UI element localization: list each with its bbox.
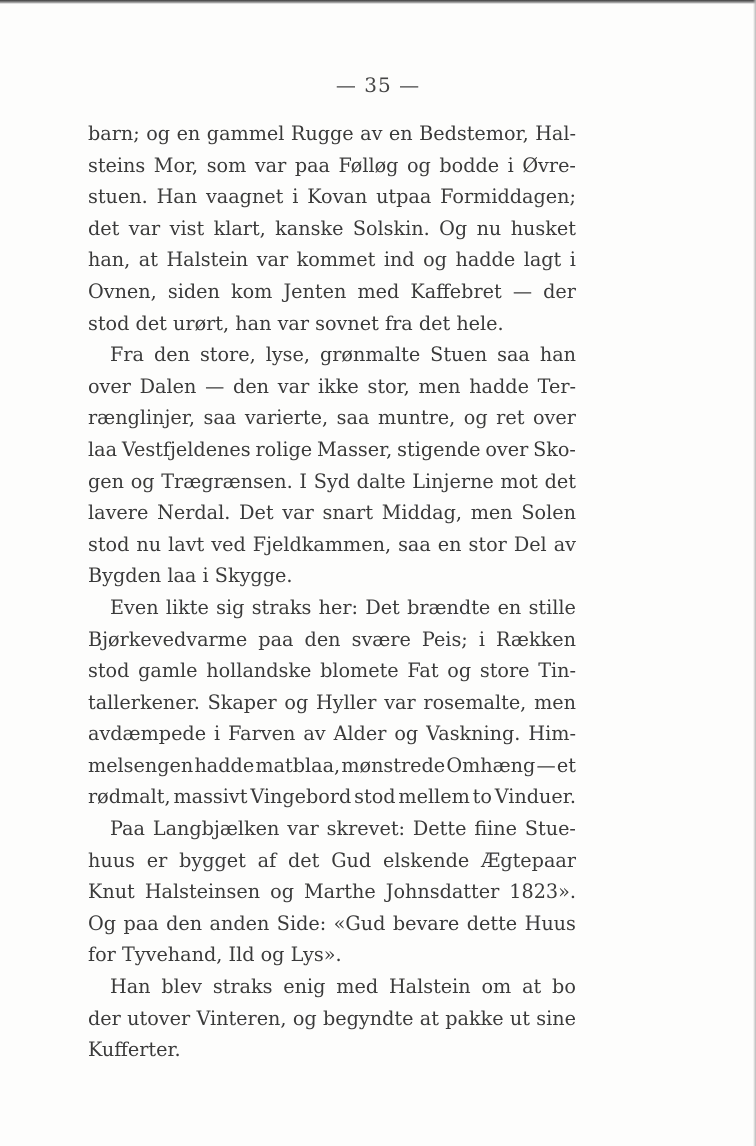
text-line: der utover Vinteren, og begyndte at pakke ut sine [88,1006,576,1030]
text-line: han, at Halstein var kommet ind og hadde lagt i [88,248,576,272]
text-line: lavere Nerdal. Det var snart Middag, men Solen [88,501,576,525]
text-line: stod nu lavt ved Fjeldkammen, saa en stor Del av [88,532,576,556]
text-line: tallerkener. Skaper og Hyller var rosemalte, men [88,690,576,714]
text-line: Fra den store, lyse, grønmalte Stuen saa han [110,343,576,367]
text-line: Han blev straks enig med Halstein om at bo [110,975,576,999]
text-line: barn; og en gammel Rugge av en Bedstemor, Hal- [88,122,576,145]
text-line: avdæmpede i Farven av Alder og Vaskning. Him- [88,722,576,746]
text-line: rødmalt, massivt Vingebord stod mellem to Vinduer. [88,785,576,809]
scan-top-edge [0,0,756,4]
text-line: Paa Langbjælken var skrevet: Dette fiine Stue- [110,817,576,841]
text-line: Knut Halsteinsen og Marthe Johnsdatter 1823». [88,880,576,904]
text-line: Og paa den anden Side: «Gud bevare dette Huus [88,911,576,935]
text-line: huus er bygget af det Gud elskende Ægtepaar [88,848,576,872]
text-line: det var vist klart, kanske Solskin. Og nu husket [88,216,576,240]
page-number: — 35 — [335,73,421,97]
text-line: Kufferter. [88,1038,181,1062]
text-line: stuen. Han vaagnet i Kovan utpaa Formiddagen; [88,185,576,209]
text-line: Even likte sig straks her: Det brændte en stille [110,595,576,619]
text-line: rænglinjer, saa varierte, saa muntre, og ret over [88,406,576,430]
text-line: over Dalen — den var ikke stor, men hadde Ter- [88,374,576,398]
text-line: laa Vestfjeldenes rolige Masser, stigende over Sko- [88,437,576,461]
text-line: stod gamle hollandske blomete Fat og store Tin- [88,659,576,683]
text-line: gen og Trægrænsen. I Syd dalte Linjerne mot det [88,469,576,493]
text-line: Bygden laa i Skygge. [88,564,293,588]
text-line: Ovnen, siden kom Jenten med Kaffebret — der [88,279,576,303]
text-line: stod det urørt, han var sovnet fra det hele. [88,311,504,335]
text-line: melsengen hadde matblaa, mønstrede Omhæng — et [88,753,576,777]
text-line: Bjørkevedvarme paa den svære Peis; i Rækken [88,627,576,651]
text-line: for Tyvehand, Ild og Lys». [88,943,342,967]
text-line: steins Mor, som var paa Følløg og bodde i Øvre- [88,153,576,177]
body-text [88,118,576,1066]
